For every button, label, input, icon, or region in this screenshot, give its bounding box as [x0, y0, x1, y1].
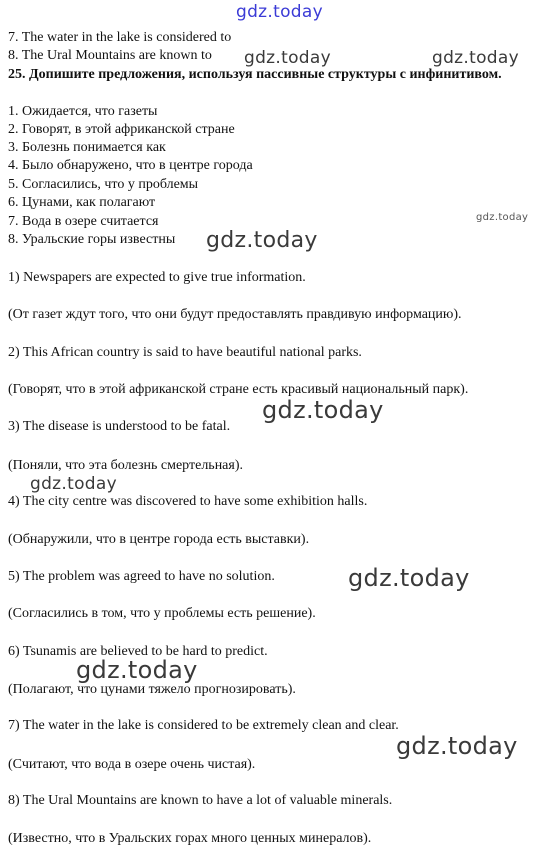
watermark: gdz.today	[396, 732, 518, 760]
prev-item-8: 8. The Ural Mountains are known to	[8, 48, 212, 63]
answer-en: 7) The water in the lake is considered to be extremely clean and clear.	[8, 718, 399, 733]
prev-item-7: 7. The water in the lake is considered to	[8, 30, 232, 45]
answer-en: 4) The city centre was discovered to have some exhibition halls.	[8, 494, 368, 509]
answer-ru: (От газет ждут того, что они будут предоставлять правдивую информацию).	[8, 307, 462, 322]
answer-en: 2) This African country is said to have beautiful national parks.	[8, 345, 362, 360]
answer-en: 1) Newspapers are expected to give true information.	[8, 270, 306, 285]
watermark: gdz.today	[236, 2, 323, 22]
answer-ru: (Обнаружили, что в центре города есть выставки).	[8, 532, 310, 547]
answer-ru: (Говорят, что в этой африканской стране есть красивый национальный парк).	[8, 382, 469, 397]
exercise-item: 2. Говорят, в этой африканской стране	[8, 122, 235, 137]
exercise-item: 5. Согласились, что у проблемы	[8, 177, 199, 192]
answer-en: 5) The problem was agreed to have no solution.	[8, 569, 275, 584]
watermark: gdz.today	[476, 212, 529, 223]
answer-ru: (Согласились в том, что у проблемы есть решение).	[8, 606, 316, 621]
watermark: gdz.today	[76, 656, 198, 684]
watermark: gdz.today	[30, 474, 117, 494]
answer-ru: (Известно, что в Уральских горах много ценных минералов).	[8, 831, 372, 846]
answer-ru: (Полагают, что цунами тяжело прогнозировать).	[8, 682, 296, 697]
watermark: gdz.today	[348, 564, 470, 592]
answer-ru: (Поняли, что эта болезнь смертельная).	[8, 458, 243, 473]
answer-ru: (Считают, что вода в озере очень чистая).	[8, 757, 256, 772]
watermark: gdz.today	[432, 48, 519, 68]
watermark: gdz.today	[244, 48, 331, 68]
answer-en: 6) Tsunamis are believed to be hard to predict.	[8, 644, 268, 659]
answer-en: 3) The disease is understood to be fatal.	[8, 419, 231, 434]
exercise-item: 1. Ожидается, что газеты	[8, 104, 158, 119]
exercise-item: 3. Болезнь понимается как	[8, 140, 166, 155]
watermark: gdz.today	[206, 228, 318, 253]
exercise-heading: 25. Допишите предложения, используя пассивные структуры с инфинитивом.	[8, 67, 502, 82]
exercise-item: 4. Было обнаружено, что в центре города	[8, 158, 253, 173]
exercise-item: 6. Цунами, как полагают	[8, 195, 156, 210]
exercise-item: 7. Вода в озере считается	[8, 214, 159, 229]
exercise-item: 8. Уральские горы известны	[8, 232, 176, 247]
answer-en: 8) The Ural Mountains are known to have a lot of valuable minerals.	[8, 793, 393, 808]
watermark: gdz.today	[262, 396, 384, 424]
